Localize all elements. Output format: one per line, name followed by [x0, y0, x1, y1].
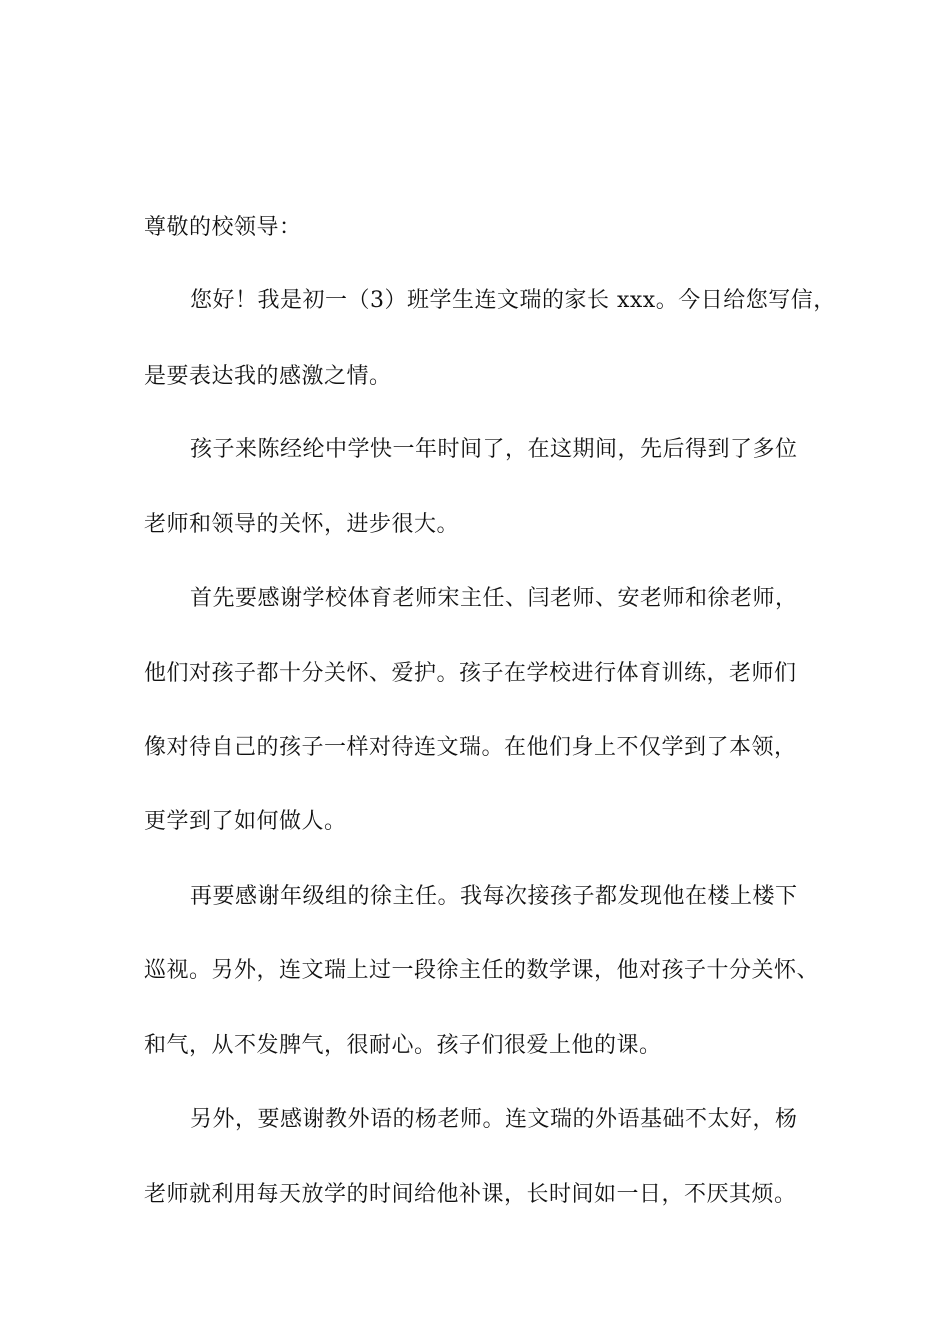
letter-line-8: 更学到了如何做人。 [144, 809, 347, 834]
letter-line-13: 老师就利用每天放学的时间给他补课，长时间如一日，不厌其烦。 [144, 1182, 797, 1207]
letter-line-10: 巡视。另外，连文瑞上过一段徐主任的数学课，他对孩子十分关怀、 [144, 958, 820, 983]
letter-line-6: 他们对孩子都十分关怀、爱护。孩子在学校进行体育训练，老师们 [144, 661, 797, 686]
letter-line-12: 另外，要感谢教外语的杨老师。连文瑞的外语基础不太好，杨 [190, 1107, 798, 1132]
letter-line-5: 首先要感谢学校体育老师宋主任、闫老师、安老师和徐老师， [190, 586, 798, 611]
letter-line-3: 孩子来陈经纶中学快一年时间了，在这期间，先后得到了多位 [190, 437, 798, 462]
letter-line-1: 您好！我是初一（3）班学生连文瑞的家长 xxx。今日给您写信， [190, 288, 836, 313]
letter-line-2: 是要表达我的感激之情。 [144, 364, 392, 389]
letter-line-7: 像对待自己的孩子一样对待连文瑞。在他们身上不仅学到了本领， [144, 735, 797, 760]
letter-salutation: 尊敬的校领导： [144, 215, 302, 240]
letter-line-4: 老师和领导的关怀，进步很大。 [144, 512, 460, 537]
letter-line-9: 再要感谢年级组的徐主任。我每次接孩子都发现他在楼上楼下 [190, 884, 798, 909]
letter-line-11: 和气，从不发脾气，很耐心。孩子们很爱上他的课。 [144, 1033, 662, 1058]
